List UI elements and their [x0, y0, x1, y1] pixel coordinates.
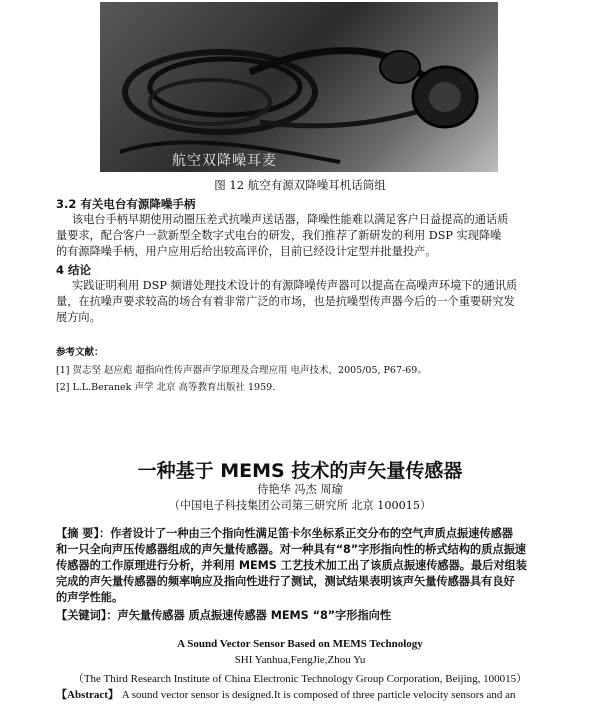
- section-3-2-line: 该电台手柄早期使用动圈压差式抗噪声送话器，降噪性能难以满足客户日益提高的通话质: [72, 213, 509, 226]
- reference-item: [2] L.L.Beranek 声学 北京 高等教育出版社 1959.: [56, 382, 276, 393]
- abstract-en-line: [56, 686, 515, 702]
- abstract-en-label: 【Abstract】: [56, 689, 119, 701]
- section-4-line: 实践证明利用 DSP 频谱处理技术设计的有源降噪传声器可以提高在高噪声环境下的通讯质: [72, 279, 518, 292]
- section-3-2-line: 的有源降噪手柄，用户应用后给出较高评价，目前已经设计定型并批量投产。: [56, 245, 437, 258]
- authors-cn: 侍艳华 冯杰 周瑜: [257, 483, 343, 496]
- article-title-en: A Sound Vector Sensor Based on MEMS Technology: [177, 638, 423, 650]
- abstract-en-text: A sound vector sensor is designed.It is composed of three particle velocity sensors and an: [121, 689, 516, 701]
- headset-photo: [100, 2, 498, 172]
- headset-illustration: [100, 2, 498, 172]
- abstract-cn-line: 【摘 要】：作者设计了一种由三个指向性满足笛卡尔坐标系正交分布的空气声质点振速传感器: [56, 527, 513, 540]
- keywords-cn: 【关键词】：声矢量传感器 质点振速传感器 MEMS “8”字形指向性: [56, 609, 392, 622]
- abstract-cn-line: 完成的声矢量传感器的频率响应及指向性进行了测试，测试结果表明该声矢量传感器具有良好: [56, 575, 515, 588]
- article-title-cn: 一种基于 MEMS 技术的声矢量传感器: [137, 460, 463, 482]
- section-4-heading: 4 结论: [56, 263, 92, 277]
- affiliation-en: （The Third Research Institute of China Electronic Technology Group Corporation, Beijing, 100015）: [72, 673, 528, 685]
- reference-item: [1] 贺志坚 赵应彪 超指向性传声器声学原理及合理应用 电声技术，2005/05, P67-69。: [56, 365, 427, 376]
- abstract-cn-line: 的声学性能。: [56, 591, 124, 604]
- section-3-2-heading: 3.2 有关电台有源降噪手柄: [56, 197, 196, 211]
- figure-caption: 图 12 航空有源双降噪耳机话筒组: [214, 178, 386, 192]
- section-3-2-line: 量要求，配合客户一款新型全数字式电台的研发，我们推荐了新研发的利用 DSP 实现降噪: [56, 229, 502, 242]
- affiliation-cn: （中国电子科技集团公司第三研究所 北京 100015）: [168, 499, 432, 512]
- photo-label: 航空双降噪耳麦: [172, 153, 277, 169]
- section-4-line: 展方向。: [56, 311, 101, 324]
- abstract-cn-line: 传感器的工作原理进行分析，并利用 MEMS 工艺技术加工出了该质点振速传感器。最后对组装: [56, 559, 527, 572]
- abstract-cn-line: 和一只全向声压传感器组成的声矢量传感器。对一种具有“8”字形指向性的桥式结构的质点振速: [56, 543, 526, 556]
- references-heading: 参考文献：: [56, 347, 104, 358]
- section-4-line: 量，在抗噪声要求较高的场合有着非常广泛的市场，也是抗噪型传声器今后的一个重要研究发: [56, 295, 515, 308]
- authors-en: SHI Yanhua,FengJie,Zhou Yu: [234, 654, 366, 666]
